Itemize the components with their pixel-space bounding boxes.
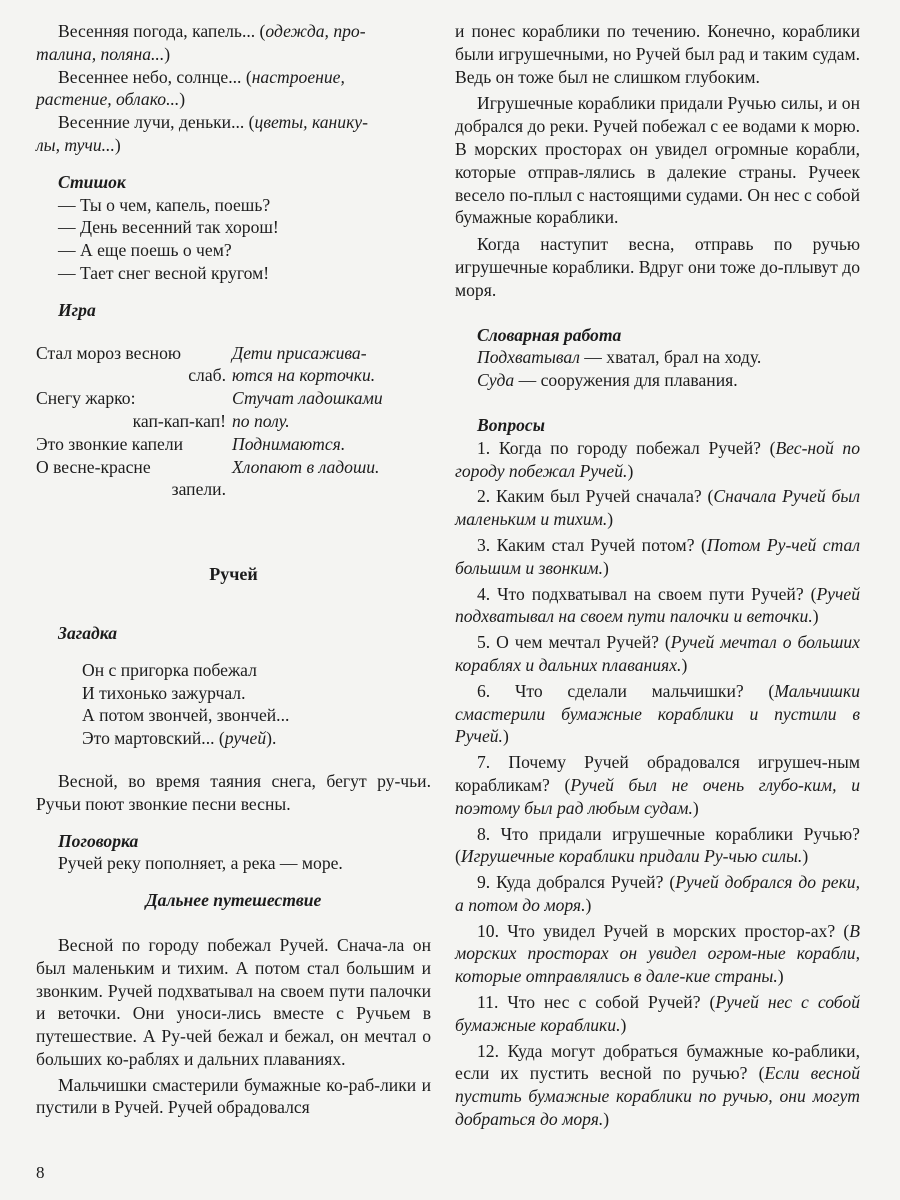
poem-line: Это мартовский... (ручей). [82,728,277,749]
story-paragraph: Игрушечные кораблики придали Ручью силы, и он добрался до реки. Ручей побежал с ее водами к морю. В морских просторах он увидел огромные корабли, которые отправ-лялись в далекие страны. Ручеек весело по-плыл с настоящими судами. Он нес с собой бумажные кораблики. [455,93,860,228]
question-item: 7. Почему Ручей обрадовался игрушеч-ным корабликам? (Ручей был не очень глубо-ким, и поэтому был рад любым судам.) [455,752,860,818]
poem-line: И тихонько зажурчал. [82,682,246,703]
poem-line: — А еще поешь о чем? [58,240,232,261]
igra-game-table [36,342,431,502]
poem-line: — Тает снег весной кругом! [58,262,270,283]
riddle-line-1: Весенняя погода, капель... (одежда, про- талина, поляна...) [36,21,366,64]
question-item: 3. Каким стал Ручей потом? (Потом Ру-чей стал большим и звонким.) [455,534,860,578]
riddle-line-2: Весеннее небо, солнце... (настроение, растение, облако...) [36,66,345,110]
zagadka-answer: ручей [224,728,267,749]
vocab-heading: Словарная работа [477,324,622,345]
right-column [455,20,860,1134]
poem-line: — День весенний так хорош! [58,217,279,238]
poem-line: — Ты о чем, капель, поешь? [58,194,271,215]
ruchey-heading: Ручей [209,564,258,585]
story-paragraph: Весной по городу побежал Ручей. Снача-ла он был маленьким и тихим. А потом стал большим и звонким. Ручей подхватывал на своем пути палочки и веточки. Они уноси-лись вместе с Ручьем в путешествие. А Ру-чей бежал и бежал, он мечтал о больших ко-раблях и дальних плаваниях. [36,934,431,1069]
game-row: О весне-красне запели. Хлопают в ладоши. [36,456,380,500]
zagadka-poem [36,659,431,750]
stishok-heading: Стишок [58,171,126,192]
question-item: 11. Что нес с собой Ручей? (Ручей нес с собой бумажные кораблики.) [455,992,860,1035]
pogovorka-heading: Поговорка [58,830,139,851]
stishok-poem [36,194,431,285]
question-item: 10. Что увидел Ручей в морских простор-ах? (В морских просторах он увидел огром-ные корабли, которые отправлялись в дале-кие страны.) [455,920,860,987]
game-row: Это звонкие капели Поднимаются. [36,433,346,454]
left-column [36,20,431,1119]
story-paragraph: Когда наступит весна, отправь по ручью игрушечные кораблики. Вдруг они тоже до-плывут до моря. [455,234,860,300]
vocab-item: Подхватывал — хватал, брал на ходу. [477,347,762,368]
question-item: 8. Что придали игрушечные кораблики Ручью? (Игрушечные кораблики придали Ру-чью силы.) [455,823,860,867]
story-paragraph: и понес кораблики по течению. Конечно, кораблики были игрушечными, но Ручей был рад и таким судам. Ведь он тоже был не слишком глубоким. [455,21,860,87]
story-paragraph: Мальчишки смастерили бумажные ко-раб-лики и пустили в Ручей. Ручей обрадовался [36,1074,431,1118]
page-number: 8 [36,1163,45,1182]
questions-heading: Вопросы [477,414,545,435]
question-item: 9. Куда добрался Ручей? (Ручей добрался до реки, а потом до моря.) [455,872,860,915]
game-row: Снегу жарко: кап-кап-кап! Стучат ладошками по полу. [36,388,383,431]
spring-text: Весной, во время таяния снега, бегут ру-чьи. Ручьи поют звонкие песни весны. [36,770,431,814]
zagadka-heading: Загадка [58,622,118,643]
question-item: 5. О чем мечтал Ручей? (Ручей мечтал о больших кораблях и дальних плаваниях.) [455,632,860,675]
poem-line: А потом звончей, звончей... [82,705,290,726]
question-item: 4. Что подхватывал на своем пути Ручей? (Ручей подхватывал на своем пути палочки и веточки.) [455,583,860,627]
igra-heading: Игра [58,299,96,320]
pogovorka-text: Ручей реку пополняет, а река — море. [58,853,343,874]
riddle-line-3: Весенние лучи, деньки... (цветы, канику- лы, тучи...) [36,112,368,155]
poem-line: Он с пригорка побежал [82,659,257,680]
question-item: 6. Что сделали мальчишки? (Мальчишки смастерили бумажные кораблики и пустили в Ручей.) [455,680,860,747]
question-item: 2. Каким был Ручей сначала? (Сначала Ручей был маленьким и тихим.) [455,486,860,530]
game-row: Стал мороз весною слаб. Дети присажива- ются на корточки. [36,342,376,386]
story-heading: Дальнее путешествие [145,890,322,911]
question-item: 1. Когда по городу побежал Ручей? (Вес-ной по городу побежал Ручей.) [455,437,860,481]
question-item: 12. Куда могут добраться бумажные ко-раблики, если их пустить весной по ручью? (Если весной пустить бумажные кораблики по ручью, они могут добраться до моря.) [455,1040,860,1130]
questions-list [455,437,860,1131]
vocab-item: Суда — сооружения для плавания. [477,370,738,391]
